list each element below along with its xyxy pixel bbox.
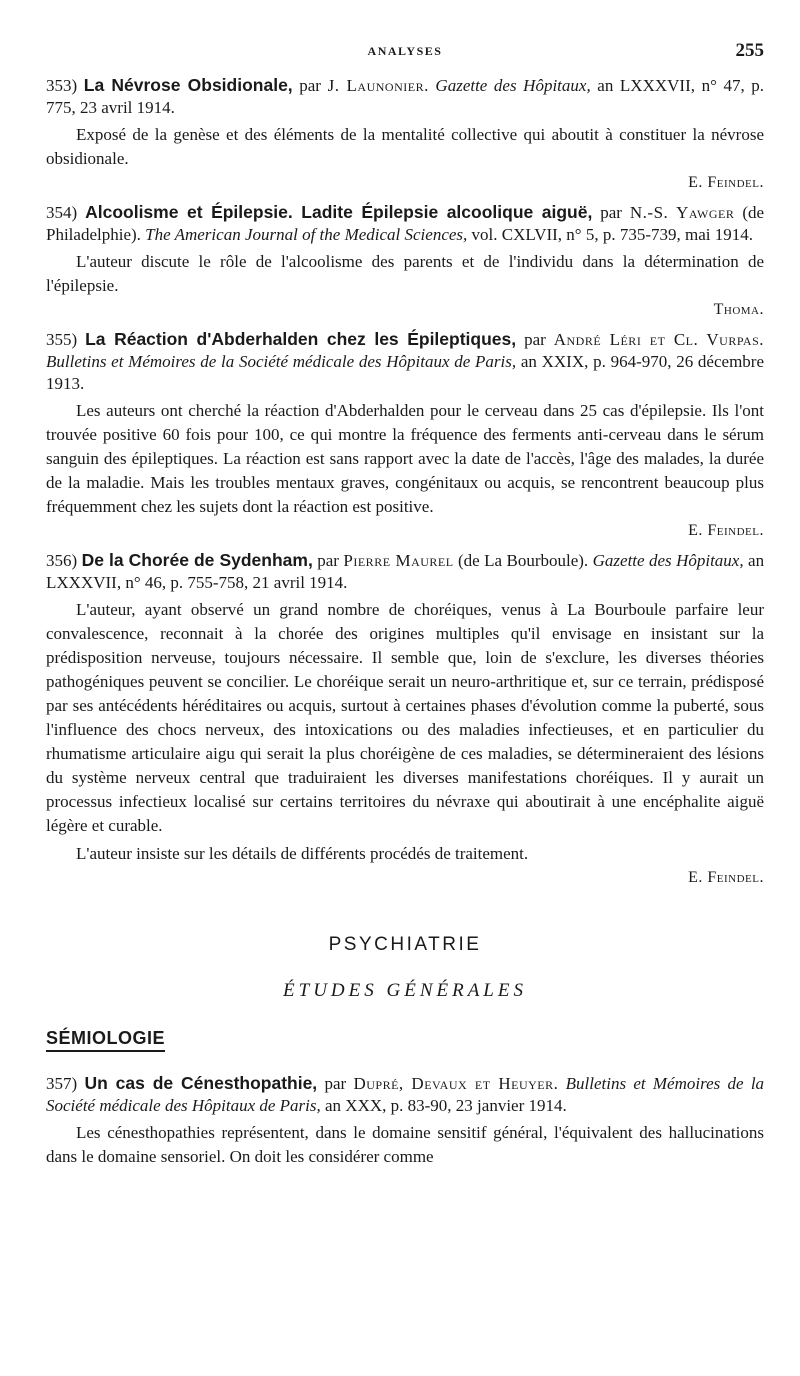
entry-affiliation: (de La Bourboule).	[458, 551, 589, 570]
entry-heading	[46, 201, 764, 246]
entry-journal: Bulletins et Mémoires de la Société médicale des Hôpitaux de Paris,	[46, 352, 517, 371]
entry-title: Alcoolisme et Épilepsie. Ladite Épilepsie alcoolique aiguë,	[85, 202, 593, 222]
running-head	[46, 38, 764, 68]
running-head-title: ANALYSES	[367, 44, 443, 58]
entry-journal: Gazette des Hôpitaux,	[592, 551, 744, 570]
entry-number: 353)	[46, 76, 78, 95]
entry-heading	[46, 74, 764, 119]
entry-356	[46, 549, 764, 890]
entry-abstract: Les cénesthopathies représentent, dans le domaine sensitif général, l'équivalent des hallucinations dans le domaine sensoriel. On doit les considérer comme	[46, 1123, 764, 1166]
section-subtitle: ÉTUDES GÉNÉRALES	[283, 980, 527, 1001]
entry-abstract-continued: L'auteur insiste sur les détails de différents procédés de traitement.	[76, 844, 529, 863]
entry-heading	[46, 328, 764, 395]
entry-signature: E. Feindel.	[688, 869, 764, 886]
entry-353	[46, 74, 764, 195]
entry-reference: an XXIX, p. 964-970, 26 décembre 1913.	[46, 352, 764, 393]
entry-reference: an LXXXVII, n° 47, p. 775, 23 avril 1914.	[46, 76, 765, 117]
entry-heading	[46, 549, 764, 594]
entry-affiliation: (de Philadelphie).	[46, 203, 765, 244]
entry-by: par	[299, 76, 321, 95]
entry-author: N.-S. Yawger	[629, 203, 735, 222]
page-number: 255	[735, 40, 764, 61]
entry-abstract: L'auteur, ayant observé un grand nombre de choréiques, venus à La Bourboule parfaire leur convalescence, reconnait à la chorée des origines multiples qu'il envisage en insistant sur la prédisposition nerveuse, toujours nécessaire. Il semble que, loin de s'exclure, les diverses théories pathogéniques peuvent se concilier. Le choréique serait un neuro-arthritique et, sur ce terrain, prédisposé par ses antécédents héréditaires ou acquis, surtout à certaines phases d'évolution comme la puberté, sous l'influence des chocs nerveux, des intoxications ou des maladies infectieuses, et en particulier du rhumatisme articulaire aigu qui serait la plus choréigène de ces maladies, se détermineraient des lésions du système nerveux central que traduiraient les diverses manifestations choréiques. Il y aurait un processus infectieux localisé sur certains territoires du névraxe qui aboutirait à une encéphalite aiguë légère et curable.	[46, 600, 764, 835]
entry-title: La Névrose Obsidionale,	[83, 75, 293, 95]
entry-reference: an XXX, p. 83-90, 23 janvier 1914.	[325, 1096, 567, 1115]
entry-354	[46, 201, 764, 322]
entry-signature: E. Feindel.	[688, 174, 764, 191]
entry-number: 354)	[46, 203, 78, 222]
entry-author: Pierre Maurel	[343, 551, 454, 570]
entry-author: J. Launonier.	[327, 76, 429, 95]
entry-journal: Bulletins et Mémoires de la Société médicale des Hôpitaux de Paris,	[46, 1074, 765, 1115]
entry-author: André Léri et Cl. Vurpas.	[553, 330, 764, 349]
entry-signature: E. Feindel.	[688, 522, 764, 539]
section-title: PSYCHIATRIE	[328, 934, 482, 955]
entry-abstract: Exposé de la genèse et des éléments de la mentalité collective qui aboutit à constituer la névrose obsidionale.	[46, 125, 764, 168]
entry-signature: Thoma.	[713, 301, 764, 318]
entry-357	[46, 1072, 764, 1169]
entry-heading	[46, 1072, 764, 1117]
entry-by: par	[600, 203, 622, 222]
entry-reference: an LXXXVII, n° 46, p. 755-758, 21 avril 1914.	[46, 551, 765, 592]
entry-journal: The American Journal of the Medical Sciences,	[145, 225, 468, 244]
entry-reference: vol. CXLVII, n° 5, p. 735-739, mai 1914.	[471, 225, 754, 244]
entry-author: Dupré, Devaux et Heuyer.	[353, 1074, 559, 1093]
entry-title: La Réaction d'Abderhalden chez les Épileptiques,	[85, 329, 517, 349]
entry-number: 356)	[46, 551, 78, 570]
entry-title: Un cas de Cénesthopathie,	[84, 1073, 318, 1093]
entry-abstract: L'auteur discute le rôle de l'alcoolisme des parents et de l'individu dans la détermination de l'épilepsie.	[46, 252, 764, 295]
page	[46, 38, 764, 1169]
entry-by: par	[324, 1074, 347, 1093]
rubric-heading: SÉMIOLOGIE	[46, 1028, 165, 1052]
entry-journal: Gazette des Hôpitaux,	[435, 76, 591, 95]
entry-title: De la Chorée de Sydenham,	[81, 550, 313, 570]
entry-by: par	[524, 330, 546, 349]
entry-355	[46, 328, 764, 543]
entry-number: 355)	[46, 330, 78, 349]
entry-abstract: Les auteurs ont cherché la réaction d'Abderhalden pour le cerveau dans 25 cas d'épilepsie. Ils l'ont trouvée positive 60 fois pour 100, ce qui montre la fréquence des ferments anti-cerveau dans le sérum sanguin des épileptiques. La réaction est sans rapport avec la date de l'accès, l'âge des malades, la durée de la maladie. Mais les troubles mentaux graves, congénitaux ou acquis, se rencontrent beaucoup plus fréquemment chez les sujets dont la réaction est positive.	[46, 401, 764, 516]
entry-by: par	[317, 551, 339, 570]
entry-number: 357)	[46, 1074, 78, 1093]
